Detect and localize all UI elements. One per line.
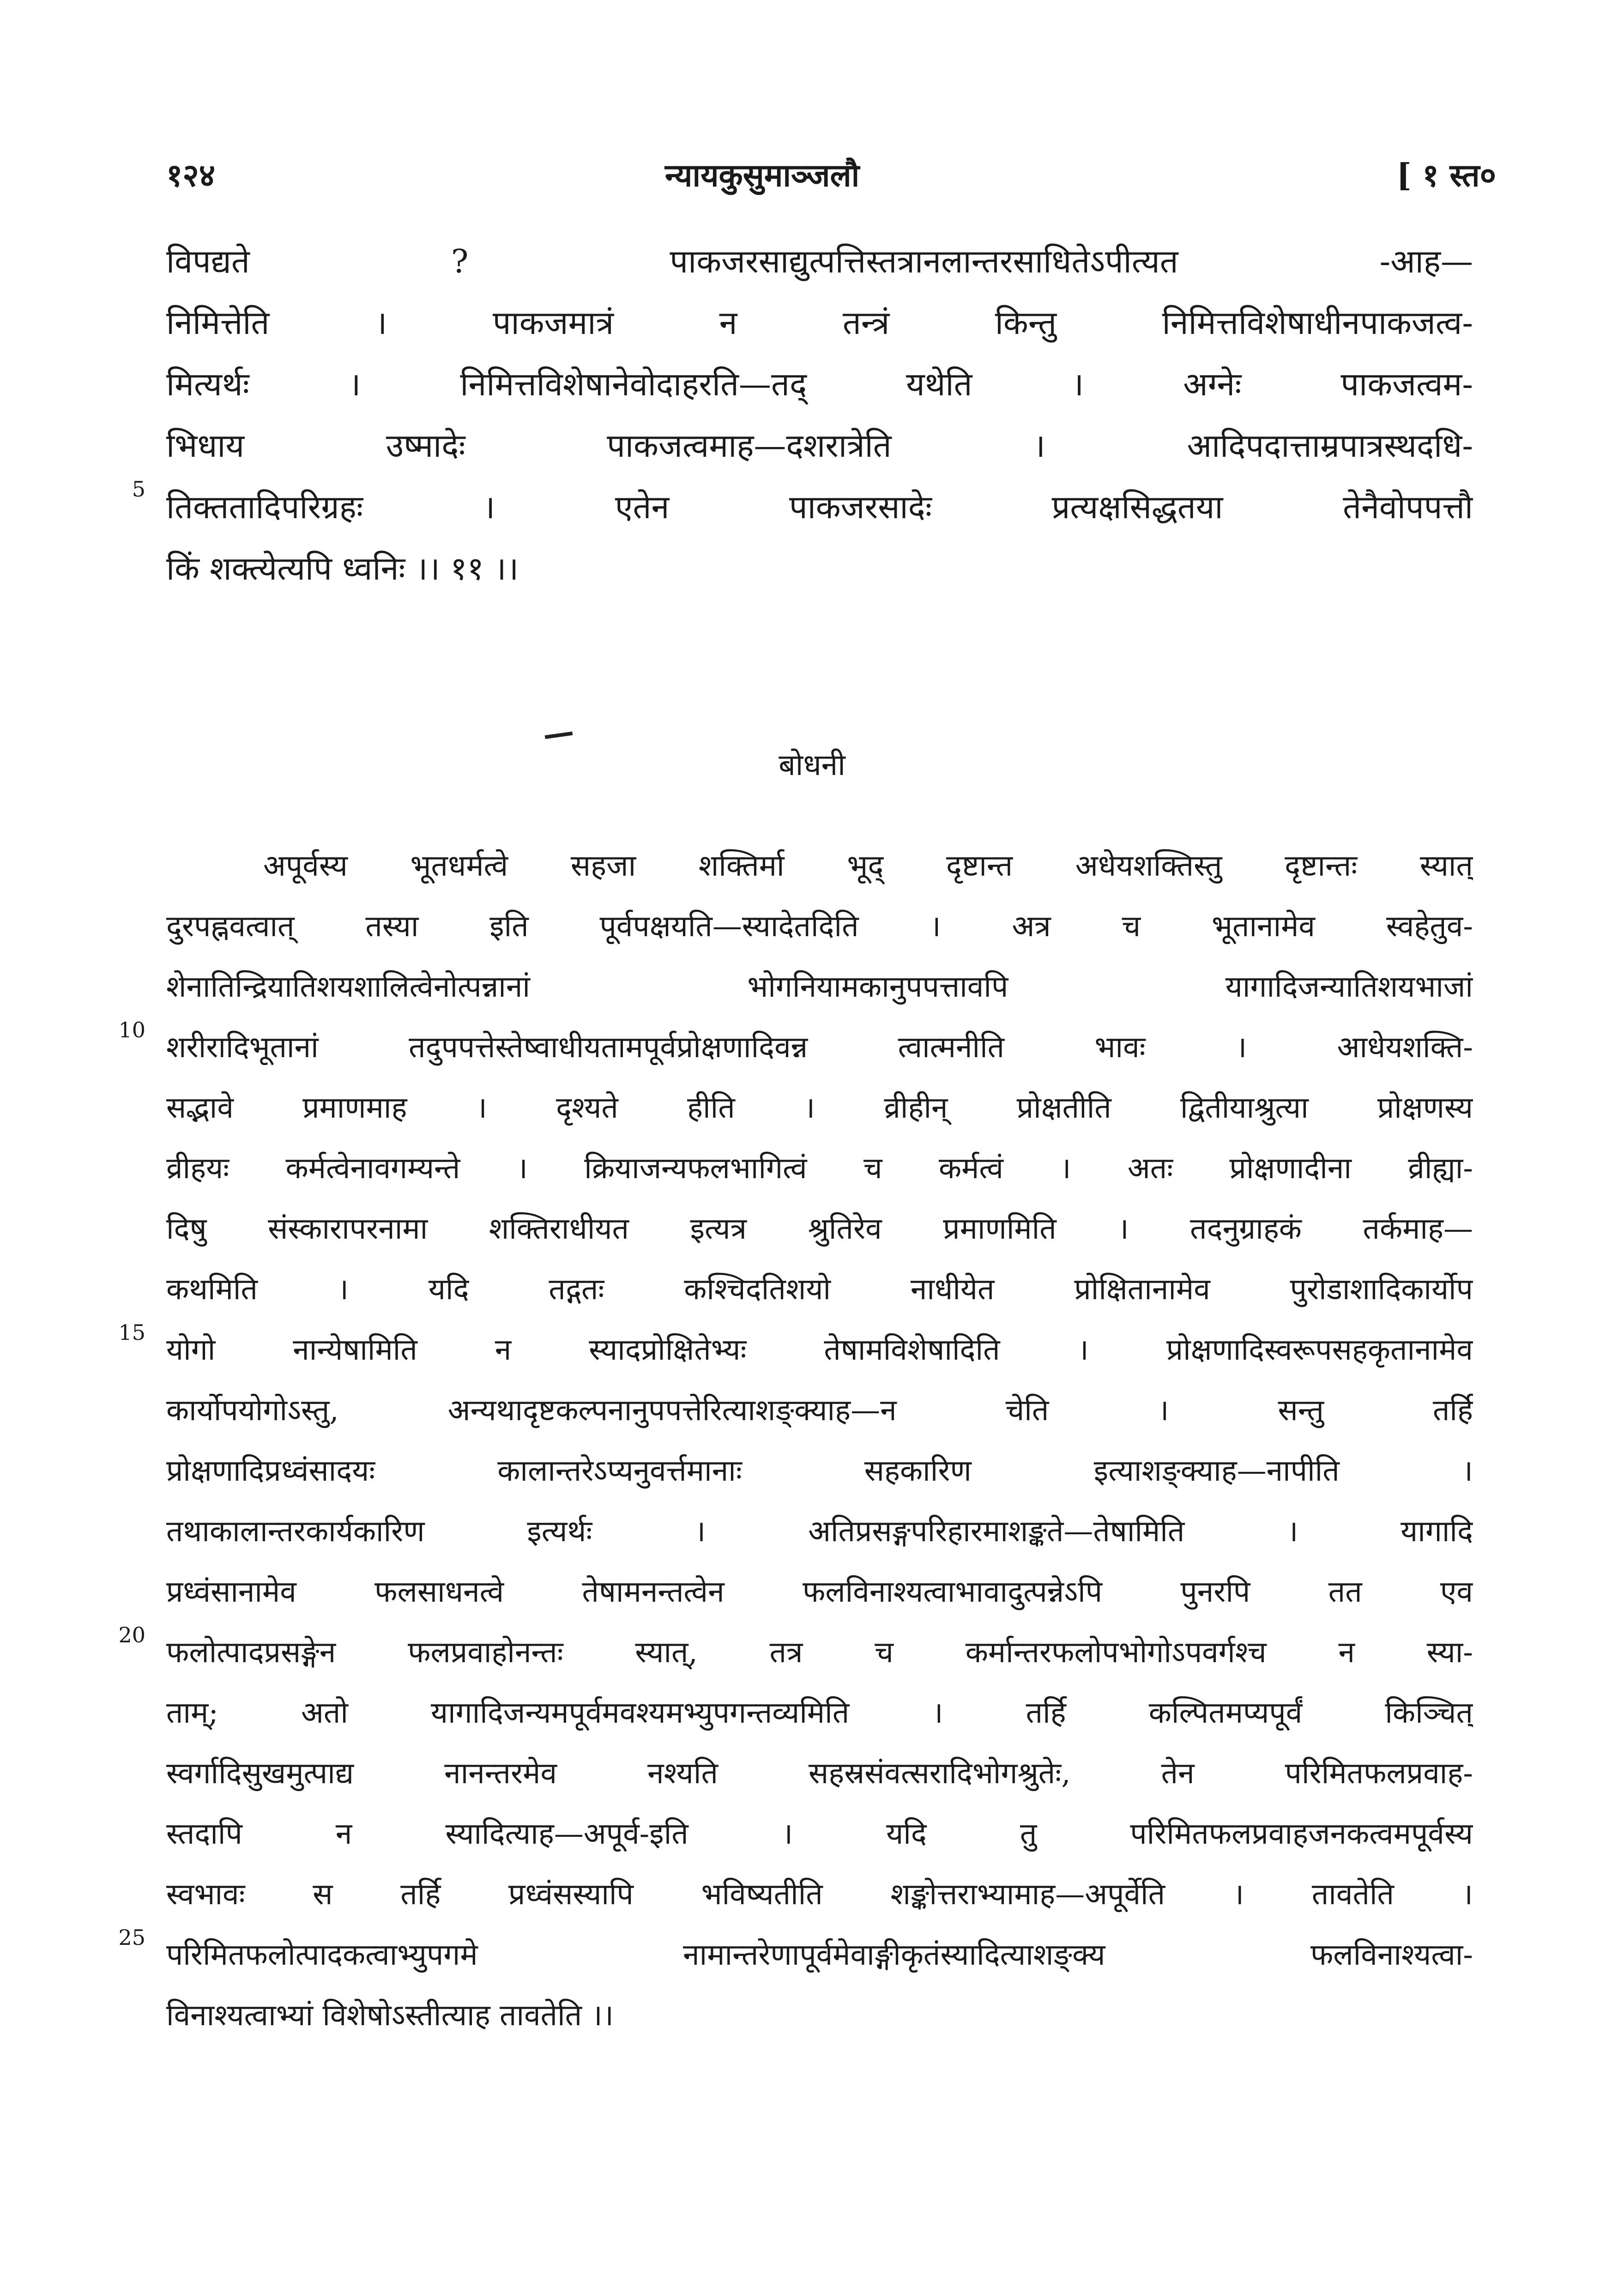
section-heading: बोधनी [779, 748, 845, 782]
line-number: 20 [118, 1622, 145, 1647]
running-title: न्यायकुसुमाञ्जलौ [665, 157, 860, 194]
page-number: १२४ [166, 157, 216, 194]
text-line: अपूर्वस्य भूतधर्मत्वे सहजा शक्तिर्मा भूद् दृष्टान्त अधेयशक्तिस्तु दृष्टान्तः स्यात् [263, 849, 1473, 883]
line-number: 25 [118, 1925, 145, 1950]
text-line: प्रध्वंसानामेव फलसाधनत्वे तेषामनन्तत्वेन फलविनाश्यत्वाभावादुत्पन्नेऽपि पुनरपि तत एव [166, 1575, 1473, 1609]
text-line: विपद्यते ? पाकजरसाद्युत्पत्तिस्तत्रानलान्तरसाधितेऽपीत्यत -आह— [166, 242, 1473, 280]
chapter-reference: [ १ स्त० [1396, 157, 1496, 194]
page-header [166, 152, 1496, 203]
text-line: ताम्; अतो यागादिजन्यमपूर्वमवश्यमभ्युपगन्तव्यमिति । तर्हि कल्पितमप्यपूर्वं किञ्चित् [166, 1696, 1473, 1730]
text-line: शेनातिन्द्रियातिशयशालित्वेनोत्पन्नानां भोगनियामकानुपपत्तावपि यागादिजन्यातिशयभाजां [166, 970, 1473, 1004]
text-line: निमित्तेति । पाकजमात्रं न तन्त्रं किन्तु निमित्तविशेषाधीनपाकजत्व- [166, 304, 1473, 342]
line-number: 15 [118, 1320, 145, 1345]
text-line: व्रीहयः कर्मत्वेनावगम्यन्ते । क्रियाजन्यफलभागित्वं च कर्मत्वं । अतः प्रोक्षणादीना व्रीह्या- [166, 1151, 1473, 1186]
text-line: भिधाय उष्मादेः पाकजत्वमाह—दशरात्रेति । आदिपदात्ताम्रपात्रस्थदधि- [166, 427, 1473, 465]
text-line: स्तदापि न स्यादित्याह—अपूर्व-इति । यदि तु परिमितफलप्रवाहजनकत्वमपूर्वस्य [166, 1817, 1473, 1851]
text-line: तिक्ततादिपरिग्रहः । एतेन पाकजरसादेः प्रत्यक्षसिद्धतया तेनैवोपपत्तौ [166, 488, 1473, 526]
text-line: किं शक्त्येत्यपि ध्वनिः ।। ११ ।। [166, 550, 519, 587]
text-line: विनाश्यत्वाभ्यां विशेषोऽस्तीत्याह तावतेति ।। [166, 1998, 614, 2033]
text-line: दुरपह्नवत्वात् तस्या इति पूर्वपक्षयति—स्यादेतदिति । अत्र च भूतानामेव स्वहेतुव- [166, 909, 1473, 944]
dash-mark [545, 732, 573, 739]
text-line: प्रोक्षणादिप्रध्वंसादयः कालान्तरेऽप्यनुवर्त्तमानाः सहकारिण इत्याशङ्क्याह—नापीति । [166, 1454, 1473, 1488]
text-line: तथाकालान्तरकार्यकारिण इत्यर्थः । अतिप्रसङ्गपरिहारमाशङ्कते—तेषामिति । यागादि [166, 1514, 1473, 1549]
text-line: स्वभावः स तर्हि प्रध्वंसस्यापि भविष्यतीति शङ्कोत्तराभ्यामाह—अपूर्वेति । तावतेति । [166, 1877, 1473, 1912]
text-line: फलोत्पादप्रसङ्गेन फलप्रवाहोनन्तः स्यात्, तत्र च कर्मान्तरफलोपभोगोऽपवर्गश्च न स्या- [166, 1635, 1473, 1670]
text-line: परिमितफलोत्पादकत्वाभ्युपगमे नामान्तरेणापूर्वमेवाङ्गीकृतंस्यादित्याशङ्क्य फलविनाश्यत्वा- [166, 1938, 1473, 1972]
text-line: मित्यर्थः । निमित्तविशेषानेवोदाहरति—तद् यथेति । अग्नेः पाकजत्वम- [166, 365, 1473, 403]
bodhani-commentary [118, 836, 1473, 2046]
line-number: 5 [132, 477, 145, 502]
text-line: दिषु संस्कारापरनामा शक्तिराधीयत इत्यत्र श्रुतिरेव प्रमाणमिति । तदनुग्राहकं तर्कमाह— [166, 1212, 1473, 1246]
text-line: स्वर्गादिसुखमुत्पाद्य नानन्तरमेव नश्यति सहस्रसंवत्सरादिभोगश्रुतेः, तेन परिमितफलप्रवाह- [166, 1756, 1473, 1791]
text-line: कथमिति । यदि तद्गतः कश्चिदतिशयो नाधीयेत प्रोक्षितानामेव पुरोडाशादिकार्योप [166, 1272, 1473, 1307]
text-line: कार्योपयोगोऽस्तु, अन्यथादृष्टकल्पनानुपपत्तेरित्याशङ्क्याह—न चेति । सन्तु तर्हि [166, 1393, 1473, 1428]
text-line: सद्भावे प्रमाणमाह । दृश्यते हीति । व्रीहीन् प्रोक्षतीति द्वितीयाश्रुत्या प्रोक्षणस्य [166, 1091, 1473, 1125]
commentary-top [132, 231, 1473, 599]
line-number: 10 [118, 1017, 145, 1042]
text-line: योगो नान्येषामिति न स्यादप्रोक्षितेभ्यः तेषामविशेषादिति । प्रोक्षणादिस्वरूपसहकृतानामेव [166, 1333, 1473, 1367]
text-line: शरीरादिभूतानां तदुपपत्तेस्तेष्वाधीयतामपूर्वप्रोक्षणादिवन्न त्वात्मनीति भावः । आधेयशक्ति- [166, 1030, 1473, 1065]
